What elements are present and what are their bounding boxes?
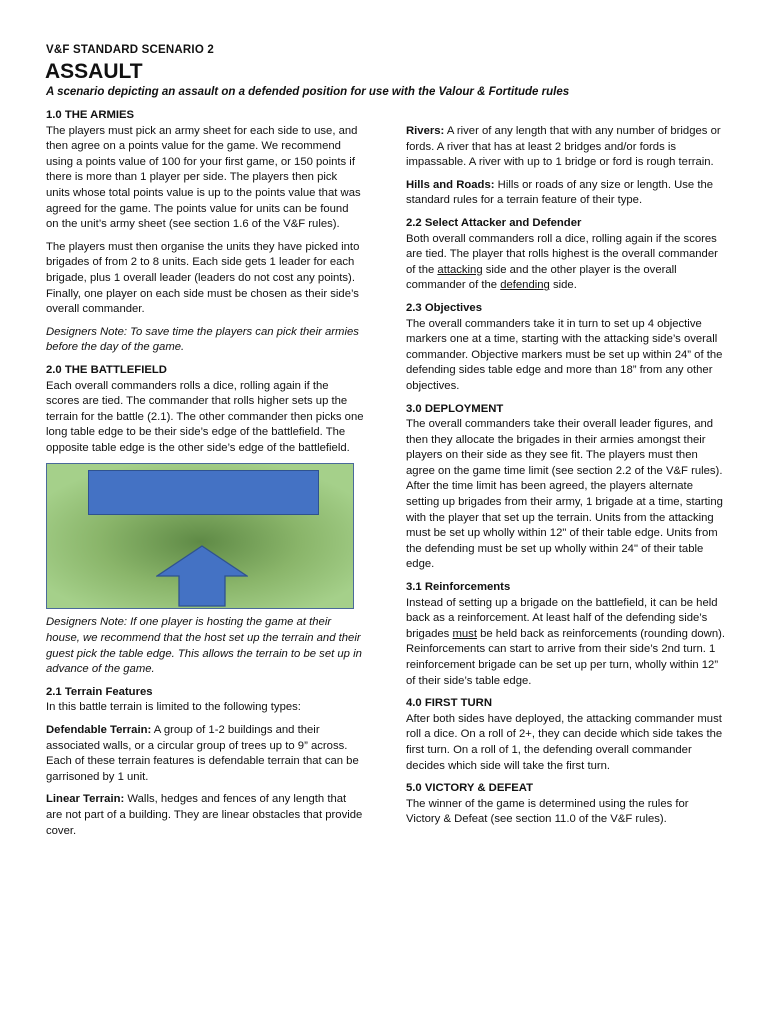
defendable-label: Defendable Terrain:	[46, 724, 152, 737]
section-heading-first-turn: 4.0 FIRST TURN	[406, 697, 492, 710]
must-word: must	[452, 627, 477, 640]
section-heading-victory: 5.0 VICTORY & DEFEAT	[406, 782, 534, 795]
armies-paragraph-1: The players must pick an army sheet for each side to use, and then agree on a points value for the game. We recommend using a points value of 100 for your first game, or 150 points if there is more than 1 player per side. The players then pick units whose total points value is up to the points value that was agreed for the game. The points value for units can be found on the unit’s army sheet (see section 1.6 of the V&F rules).	[46, 124, 361, 231]
battlefield-paragraph: Each overall commanders rolls a dice, rolling again if the scores are tied. The commander that rolls higher sets up the terrain for the battle (2.1). The other commander then picks one long table edge to be their side’s edge of the battlefield. The opposite table edge is the other side’s edge of the battlefield.	[46, 379, 364, 454]
battlefield-designers-note: Designers Note: If one player is hosting the game at their house, we recommend that the host set up the terrain and their guest pick the table edge. This allows the terrain to be set up in advance of the game.	[46, 616, 362, 676]
section-heading-deployment: 3.0 DEPLOYMENT	[406, 402, 504, 415]
reinforcements-text-b: be held back as reinforcements (rounding down). Reinforcements can start to arrive from their side’s 2nd turn. 1 reinforcement brigade can be set up per turn, wholly within 12” of their side’s table edge.	[406, 627, 726, 687]
terrain-rivers	[406, 124, 726, 171]
page-subtitle: A scenario depicting an assault on a defended position for use with the Valour & Fortitude rules	[46, 86, 570, 98]
battlefield-diagram	[46, 463, 354, 609]
linear-label: Linear Terrain:	[46, 793, 125, 806]
terrain-hills	[406, 178, 726, 209]
deployment-paragraph: The overall commanders take their overall leader figures, and then they allocate the brigades in their armies amongst their players on their side as they see fit. The players must then agree on the game time limit (see section 2.2 of the V&F rules). After the time limit has been agreed, the players alternate setting up brigades from their army, 1 brigade at a time, starting with the player that set up the terrain. Units from the attacking must be set up wholly within 12" of their table edge. Units from the defending must be set up wholly within 24" of their table edge.	[406, 418, 723, 571]
defendable-text: A group of 1-2 buildings and their associated walls, or a circular group of trees up to 9” across. Each of these terrain features is defendable terrain that can be garrisoned by 1 unit.	[46, 724, 359, 783]
rivers-label: Rivers:	[406, 125, 445, 137]
section-heading-terrain: 2.1 Terrain Features	[46, 685, 153, 698]
section-heading-armies: 1.0 THE ARMIES	[46, 109, 135, 121]
armies-designers-note: Designers Note: To save time the players can pick their armies before the day of the game.	[46, 325, 359, 354]
right-column	[406, 124, 726, 835]
hills-label: Hills and Roads:	[406, 178, 495, 191]
section-heading-select: 2.2 Select Attacker and Defender	[406, 216, 582, 229]
defending-word: defending	[500, 279, 550, 292]
deployment-zone	[88, 470, 319, 515]
section-heading-reinforcements: 3.1 Reinforcements	[406, 581, 511, 594]
first-turn-paragraph: After both sides have deployed, the attacking commander must roll a dice. On a roll of 2+, they can decide which side takes the first turn. On a roll of 1, the defending overall commander decides which side will take the first turn.	[406, 712, 723, 772]
armies-paragraph-2: The players must then organise the units they have picked into brigades of from 2 to 8 units. Each side gets 1 leader for each brigade, plus 1 overall leader (leaders do not cost any points). Finally, one player on each side must be chosen as their side’s overall commander.	[46, 240, 360, 316]
hills-text: Hills or roads of any size or length. Use the standard rules for a terrain feature of their type.	[406, 178, 714, 207]
section-heading-battlefield: 2.0 THE BATTLEFIELD	[46, 363, 167, 376]
terrain-intro: In this battle terrain is limited to the following types:	[46, 701, 301, 714]
victory-paragraph: The winner of the game is determined using the rules for Victory & Defeat (see section 11.0 of the V&F rules).	[406, 797, 689, 826]
rivers-text: A river of any length that with any number of bridges or fords. A river that has at least 2 bridges and/or fords is impassable. A river with up to 1 bridge or ford is rough terrain.	[406, 125, 721, 169]
left-column	[46, 108, 364, 846]
linear-text: Walls, hedges and fences of any length that are not part of a building. They are linear obstacles that provide cover.	[46, 793, 363, 837]
section-heading-objectives: 2.3 Objectives	[406, 301, 482, 314]
select-text-b: side and the other player is the overall commander of the	[406, 263, 677, 292]
select-text-a: Both overall commanders roll a dice, rolling again if the scores are tied. The player that rolls highest is the overall commander of the	[406, 232, 718, 276]
terrain-defendable	[46, 723, 364, 785]
select-paragraph	[406, 232, 726, 294]
objectives-paragraph: The overall commanders take it in turn to set up 4 objective markers one at a time, starting with the attacking side’s overall commander. Objective markers must be set up within 24” of the defending sides table edge and more than 18” from any other objectives.	[406, 317, 723, 392]
reinforcements-paragraph	[406, 596, 726, 690]
attacking-word: attacking	[437, 263, 483, 276]
reinforcements-text-a: Instead of setting up a brigade on the battlefield, it can be held back as a reinforcement. At least half of the defending side’s brigades	[406, 596, 718, 640]
attack-arrow-icon	[156, 545, 248, 607]
terrain-linear	[46, 792, 364, 839]
page-title: ASSAULT	[45, 60, 143, 83]
select-text-c: side.	[549, 279, 577, 292]
scenario-kicker: V&F STANDARD SCENARIO 2	[46, 44, 214, 56]
